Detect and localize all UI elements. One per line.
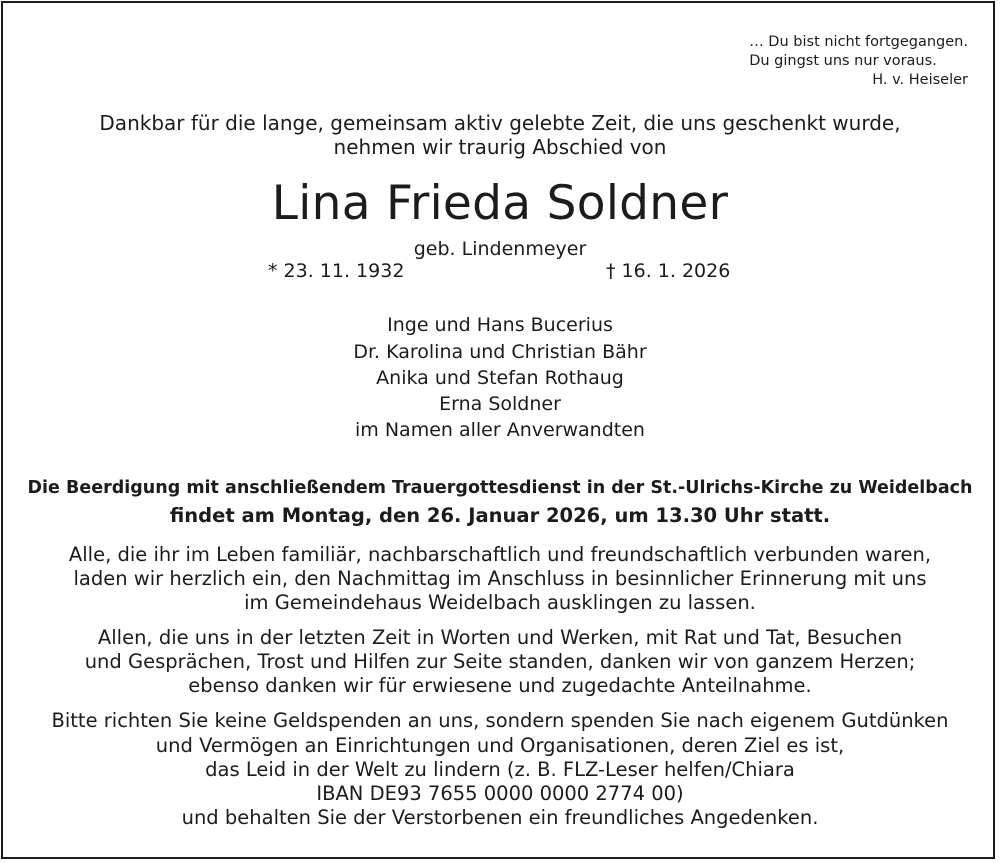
donation-line-2: und Vermögen an Einrichtungen und Organisationen, deren Ziel es ist, (155, 734, 845, 757)
mourner-1: Inge und Hans Bucerius (387, 314, 613, 336)
invitation-line-3: im Gemeindehaus Weidelbach ausklingen zu lassen. (244, 591, 756, 614)
donation-line-3: das Leid in der Welt zu lindern (z. B. FLZ-Leser helfen/Chiara (205, 758, 795, 781)
mourner-3: Anika und Stefan Rothaug (376, 367, 624, 389)
epigraph-quote (749, 33, 968, 90)
deceased-name: Lina Frieda Soldner (271, 176, 729, 231)
mourner-2: Dr. Karolina und Christian Bähr (353, 341, 647, 363)
quote-author: H. v. Heiseler (872, 72, 968, 88)
death-date: † 16. 1. 2026 (606, 260, 731, 282)
birth-name: geb. Lindenmeyer (413, 238, 587, 260)
intro-line-1: Dankbar für die lange, gemeinsam aktiv gelebte Zeit, die uns geschenkt wurde, (99, 111, 901, 135)
quote-line-2: Du gingst uns nur voraus. (749, 53, 937, 69)
intro-line-2: nehmen wir traurig Abschied von (333, 135, 667, 159)
birth-date: * 23. 11. 1932 (268, 260, 405, 282)
donation-line-5: und behalten Sie der Verstorbenen ein freundliches Angedenken. (181, 806, 819, 829)
quote-line-1: … Du bist nicht fortgegangen. (749, 34, 968, 50)
mourner-5: im Namen aller Anverwandten (355, 419, 645, 441)
thanks-line-2: und Gesprächen, Trost und Hilfen zur Seite standen, danken wir von ganzem Herzen; (84, 650, 916, 673)
mourner-4: Erna Soldner (439, 393, 561, 415)
invitation-line-1: Alle, die ihr im Leben familiär, nachbarschaftlich und freundschaftlich verbunden waren, (68, 543, 932, 566)
thanks-line-3: ebenso danken wir für erwiesene und zugedachte Anteilnahme. (188, 674, 812, 697)
funeral-line-1: Die Beerdigung mit anschließendem Trauergottesdienst in der St.-Ulrichs-Kirche zu Weidelbach (27, 478, 973, 498)
thanks-line-1: Allen, die uns in der letzten Zeit in Worten und Werken, mit Rat und Tat, Besuchen (97, 626, 903, 649)
invitation-line-2: laden wir herzlich ein, den Nachmittag im Anschluss in besinnlicher Erinnerung mit uns (73, 567, 927, 590)
funeral-line-2: findet am Montag, den 26. Januar 2026, um 13.30 Uhr statt. (169, 504, 831, 527)
donation-iban: IBAN DE93 7655 0000 0000 2774 00) (316, 782, 684, 805)
donation-line-1: Bitte richten Sie keine Geldspenden an uns, sondern spenden Sie nach eigenem Gutdünken (51, 709, 949, 732)
